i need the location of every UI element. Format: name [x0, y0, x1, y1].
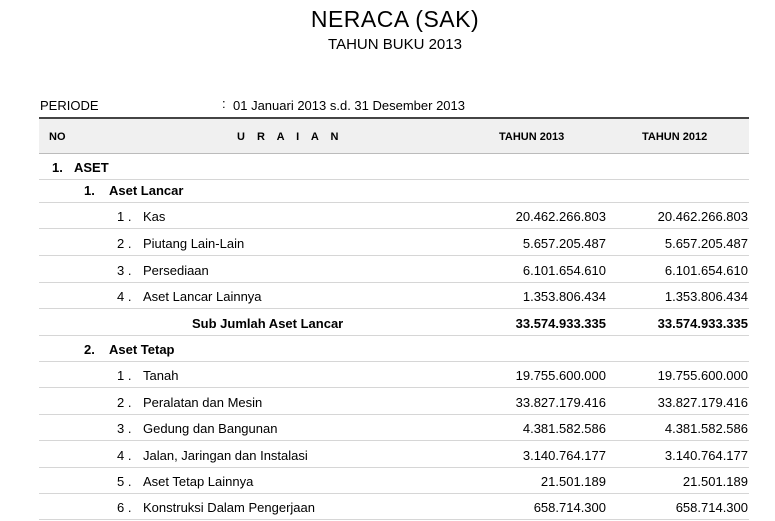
header-no: NO: [49, 131, 66, 143]
row-no: 2 .: [117, 236, 132, 251]
row-label: Aset Lancar Lainnya: [143, 289, 262, 304]
row-value-2012: 5.657.205.487: [664, 236, 748, 251]
row-value-2013: 658.714.300: [533, 500, 606, 515]
table-header: [39, 119, 749, 154]
row-no: 3 .: [117, 421, 132, 436]
periode-colon: :: [222, 96, 226, 111]
row-value-2013: 19.755.600.000: [515, 368, 606, 383]
row-no: 1 .: [117, 368, 132, 383]
row-value-2012: 4.381.582.586: [664, 421, 748, 436]
row-label: Piutang Lain-Lain: [143, 236, 245, 251]
row-no: 5 .: [117, 474, 132, 489]
table-row: [39, 229, 749, 256]
row-no: 4 .: [117, 448, 132, 463]
row-value-2013: 33.827.179.416: [515, 395, 606, 410]
table-row: [39, 493, 749, 520]
header-uraian: U R A I A N: [237, 131, 343, 143]
table-row: [39, 441, 749, 468]
row-value-2013: 3.140.764.177: [522, 448, 606, 463]
periode-label: PERIODE: [40, 98, 99, 113]
group-row-aset-lancar: [39, 176, 749, 203]
row-value-2012: 658.714.300: [675, 500, 748, 515]
row-label: Gedung dan Bangunan: [143, 421, 278, 436]
row-value-2012: 1.353.806.434: [664, 289, 748, 304]
row-label: Aset Tetap Lainnya: [143, 474, 254, 489]
group-no: 2.: [84, 342, 95, 357]
group-row-aset-tetap: [39, 335, 749, 362]
row-value-2012: 20.462.266.803: [657, 209, 748, 224]
row-no: 3 .: [117, 263, 132, 278]
row-no: 2 .: [117, 395, 132, 410]
report-title: NERACA (SAK): [310, 6, 480, 32]
row-no: 4 .: [117, 289, 132, 304]
row-value-2012: 21.501.189: [682, 474, 748, 489]
subtotal-row: [39, 309, 749, 336]
table-row: [39, 256, 749, 283]
table-row: [39, 361, 749, 388]
header-tahun-2013: TAHUN 2013: [499, 131, 565, 143]
row-value-2013: 20.462.266.803: [515, 209, 606, 224]
periode-value: 01 Januari 2013 s.d. 31 Desember 2013: [233, 98, 465, 113]
group-no: 1.: [84, 183, 95, 198]
group-label: Aset Lancar: [109, 183, 184, 198]
table-row: [39, 388, 749, 415]
row-value-2013: 1.353.806.434: [522, 289, 606, 304]
header-tahun-2012: TAHUN 2012: [642, 131, 708, 143]
group-label: Aset Tetap: [109, 342, 175, 357]
subtotal-label: Sub Jumlah Aset Lancar: [192, 316, 344, 331]
section-no: 1.: [52, 160, 63, 175]
report-subtitle: TAHUN BUKU 2013: [328, 36, 462, 53]
table-row: [39, 282, 749, 309]
subtotal-value-2012: 33.574.933.335: [657, 316, 748, 331]
row-no: 6 .: [117, 500, 132, 515]
table-row: [39, 202, 749, 229]
row-label: Peralatan dan Mesin: [143, 395, 263, 410]
section-label: ASET: [74, 160, 109, 175]
row-no: 1 .: [117, 209, 132, 224]
table-row: [39, 467, 749, 494]
row-label: Persediaan: [143, 263, 209, 278]
row-value-2013: 4.381.582.586: [522, 421, 606, 436]
row-label: Konstruksi Dalam Pengerjaan: [143, 500, 315, 515]
row-value-2013: 6.101.654.610: [522, 263, 606, 278]
row-value-2012: 3.140.764.177: [664, 448, 748, 463]
table-row: [39, 414, 749, 441]
row-label: Jalan, Jaringan dan Instalasi: [143, 448, 308, 463]
row-label: Kas: [143, 209, 166, 224]
row-value-2012: 33.827.179.416: [657, 395, 748, 410]
subtotal-value-2013: 33.574.933.335: [515, 316, 606, 331]
row-value-2013: 21.501.189: [540, 474, 606, 489]
row-label: Tanah: [143, 368, 179, 383]
row-value-2012: 19.755.600.000: [657, 368, 748, 383]
row-value-2012: 6.101.654.610: [664, 263, 748, 278]
row-value-2013: 5.657.205.487: [522, 236, 606, 251]
